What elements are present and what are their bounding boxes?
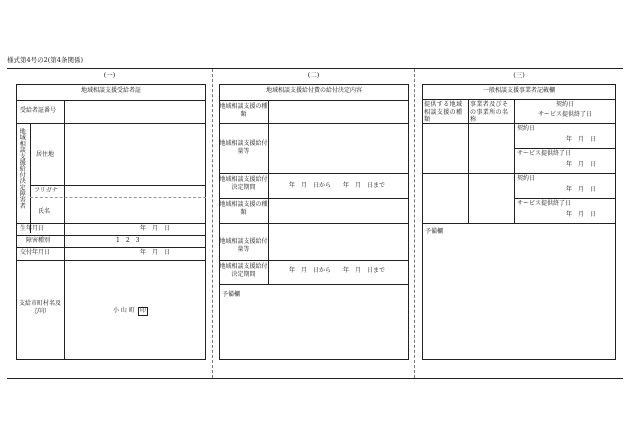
provider-col-end: サービス提供終了日	[537, 111, 592, 118]
section-three-label: (三)	[513, 71, 525, 79]
recipient-number-label: 受給者証番号	[20, 107, 57, 114]
birth-label: 生年月日	[20, 225, 45, 232]
person-group-label: 地域相談支援給付決定障害者	[18, 128, 26, 209]
fold-line-1	[212, 69, 213, 378]
form-number: 様式第4号の2(第4条関係)	[7, 56, 83, 64]
end-date-label-1: サービス提供終了日	[517, 150, 572, 157]
bottom-rule	[7, 378, 623, 379]
decision-period-label-2: 地域相談支援給付決定期間	[219, 263, 268, 279]
seal-icon: 印	[139, 307, 146, 314]
decision-notes-label: 予備欄	[222, 291, 241, 298]
section-two-label: (二)	[307, 71, 320, 79]
municipality-label: 支給市町村名及び印	[18, 300, 61, 316]
top-rule	[7, 68, 623, 69]
address-label: 居住地	[36, 151, 55, 158]
disability-label: 障害種別	[26, 237, 51, 244]
name-label: 氏名	[38, 208, 51, 215]
end-date-label-2: サービス提供終了日	[517, 200, 572, 207]
furigana-label: フリガナ	[34, 187, 58, 194]
decision-title: 地域相談支援給付費の給付決定内容	[265, 87, 362, 94]
fold-line-2	[414, 69, 415, 378]
provider-col-service-type: 提供する地域相談支援の種類	[424, 101, 463, 123]
contract-date-value-1: 年 月 日	[566, 136, 597, 143]
issue-date-label: 交付年月日	[20, 249, 51, 256]
provider-col-business-name: 事業者及びその事業所の名称	[470, 101, 509, 123]
end-date-value-1: 年 月 日	[566, 161, 597, 168]
service-amount-label: 地域相談支援給付量等	[219, 140, 268, 156]
contract-date-value-2: 年 月 日	[566, 186, 597, 193]
certificate-title: 地域相談支援受給者証	[80, 87, 141, 94]
decision-period-value-2: 年 月 日から 年 月 日まで	[289, 267, 386, 274]
provider-notes-label: 予備欄	[425, 228, 444, 235]
contract-date-label-1: 契約日	[517, 125, 536, 132]
decision-period-label: 地域相談支援給付決定期間	[219, 176, 268, 192]
birth-value: 年 月 日	[140, 225, 171, 232]
decision-frame	[219, 84, 409, 360]
municipality-value: 小 山 町 印	[113, 307, 146, 314]
issue-date-value: 年 月 日	[140, 249, 171, 256]
provider-col-contract: 契約日	[555, 101, 574, 108]
decision-period-value: 年 月 日から 年 月 日まで	[289, 182, 386, 189]
provider-title: 一般相談支援事業者記載欄	[482, 87, 555, 94]
service-type-label: 地域相談支援の種類	[219, 103, 268, 119]
service-amount-label-2: 地域相談支援給付量等	[219, 238, 268, 254]
end-date-value-2: 年 月 日	[566, 211, 597, 218]
contract-date-label-2: 契約日	[517, 175, 536, 182]
service-type-label-2: 地域相談支援の種類	[219, 201, 268, 217]
certificate-frame	[16, 84, 206, 360]
section-one-label: (一)	[103, 71, 116, 79]
disability-value: 1 2 3	[116, 237, 140, 244]
